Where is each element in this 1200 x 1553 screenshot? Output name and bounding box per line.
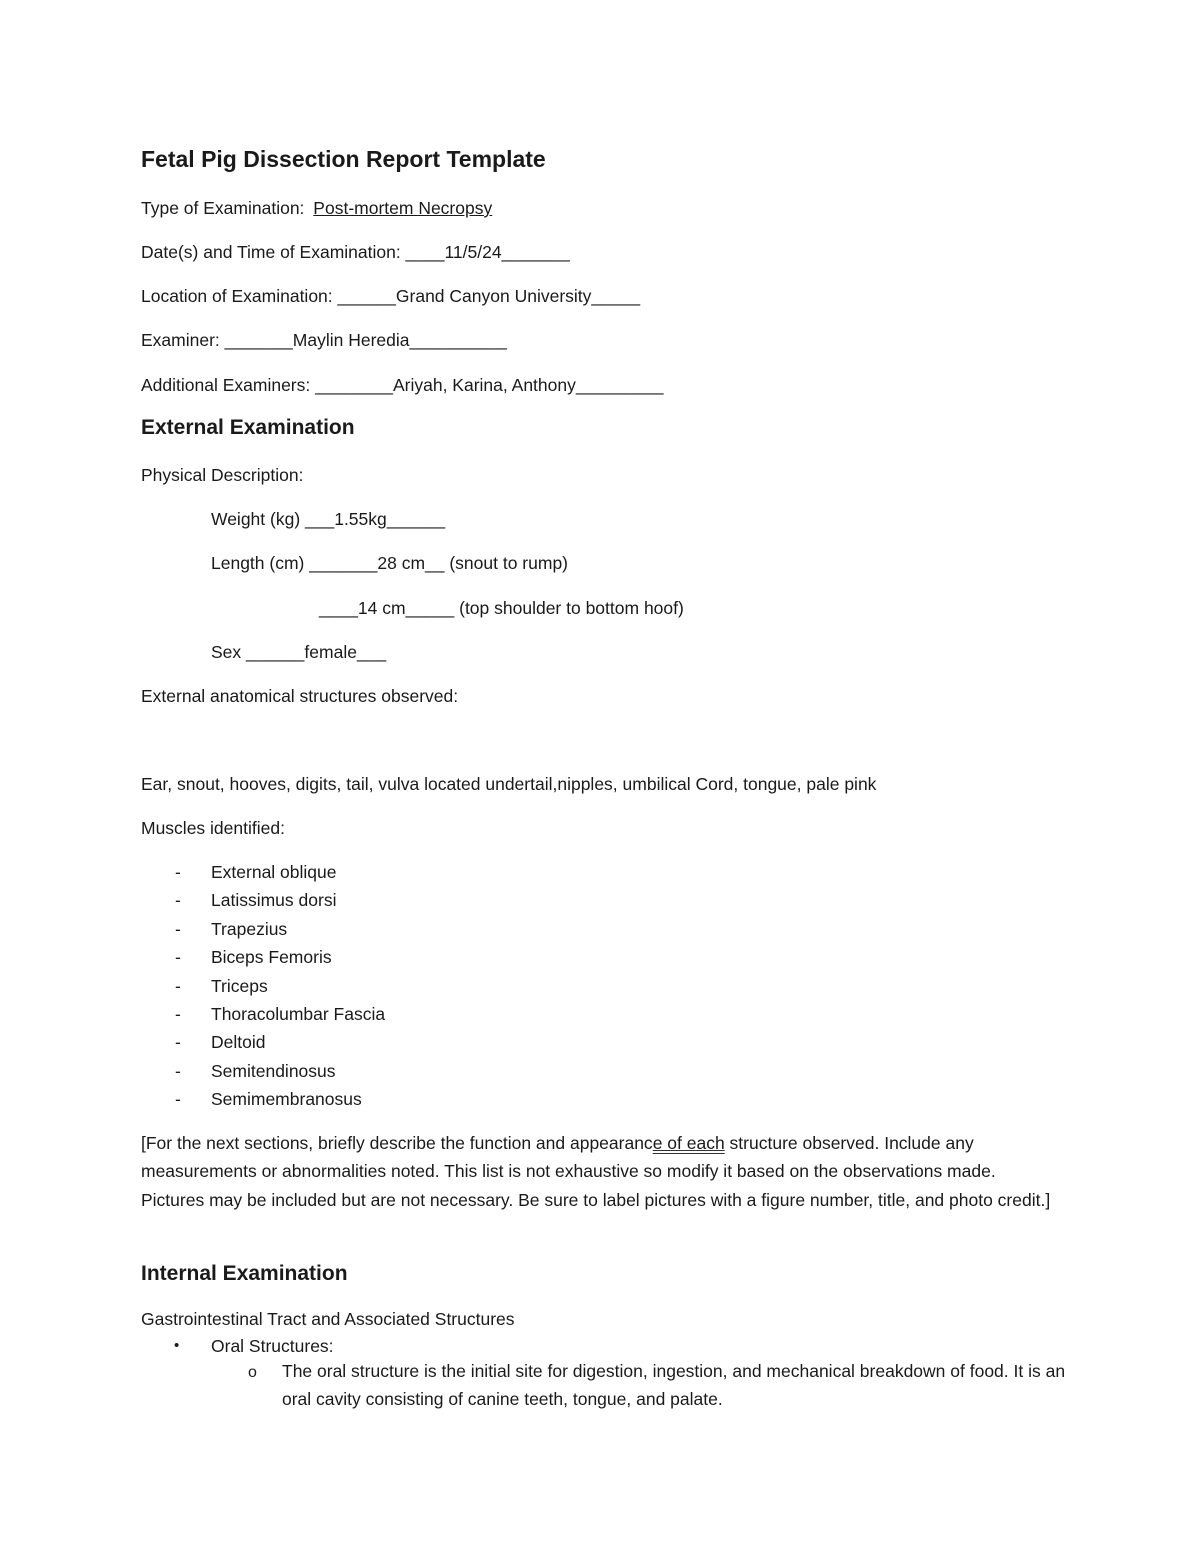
page-title: Fetal Pig Dissection Report Template [141, 146, 546, 172]
internal-examination-heading: Internal Examination [141, 1262, 348, 1285]
muscle-name: Triceps [211, 976, 268, 996]
external-examination-heading: External Examination [141, 416, 355, 439]
dash-marker: - [175, 1089, 181, 1109]
muscle-name: Semimembranosus [211, 1089, 362, 1109]
muscles-label: Muscles identified: [141, 818, 285, 838]
sub-bullet-marker: o [248, 1364, 257, 1381]
length2-line: ____14 cm_____ (top shoulder to bottom hoof) [319, 598, 684, 618]
dash-marker: - [175, 862, 181, 882]
type-of-examination [141, 197, 492, 219]
examiner-line: Examiner: _______Maylin Heredia__________ [141, 330, 507, 350]
type-value: Post-mortem Necropsy [313, 198, 493, 218]
date-line: Date(s) and Time of Examination: ____11/5/24_______ [141, 242, 570, 262]
muscle-name: Latissimus dorsi [211, 890, 337, 910]
dash-marker: - [175, 976, 181, 996]
dash-marker: - [175, 1061, 181, 1081]
muscle-name: Deltoid [211, 1032, 266, 1052]
muscle-name: Trapezius [211, 919, 288, 939]
dash-marker: - [175, 919, 181, 939]
dash-marker: - [175, 890, 181, 910]
instructions-paragraph [141, 1129, 1061, 1214]
type-label: Type of Examination: [141, 198, 305, 218]
bullet-marker: • [174, 1337, 180, 1354]
external-structures-text: Ear, snout, hooves, digits, tail, vulva located undertail,nipples, umbilical Cord, tongue, pale pink [141, 774, 877, 794]
external-structures-label: External anatomical structures observed: [141, 686, 459, 706]
weight-line: Weight (kg) ___1.55kg______ [211, 509, 446, 529]
muscle-name: External oblique [211, 862, 337, 882]
instructions-after: structure observed. Include any measurements or abnormalities noted. This list is not exhaustive so modify it based on the observations made. Pictures may be included but are not necessary. Be sure to label pictures with a figure number, title, and photo credit.] [141, 1133, 1051, 1210]
dash-marker: - [175, 1032, 181, 1052]
muscle-name: Biceps Femoris [211, 947, 332, 967]
sex-line: Sex ______female___ [211, 642, 387, 662]
dash-marker: - [175, 1004, 181, 1024]
physical-description-label: Physical Description: [141, 465, 304, 485]
muscle-name: Semitendinosus [211, 1061, 336, 1081]
muscle-name: Thoracolumbar Fascia [211, 1004, 386, 1024]
dash-marker: - [175, 947, 181, 967]
grammar-flagged-text: e of each [652, 1133, 725, 1153]
instructions-before: [For the next sections, briefly describe the function and appearanc [141, 1133, 653, 1153]
length-line: Length (cm) _______28 cm__ (snout to rump) [211, 553, 568, 573]
gi-tract-label: Gastrointestinal Tract and Associated Structures [141, 1309, 515, 1329]
location-line: Location of Examination: ______Grand Canyon University_____ [141, 286, 641, 306]
additional-examiners-line: Additional Examiners: ________Ariyah, Karina, Anthony_________ [141, 375, 664, 395]
oral-structures-label: Oral Structures: [211, 1336, 334, 1356]
oral-structures-text: The oral structure is the initial site for digestion, ingestion, and mechanical breakdown of food. It is an oral cavity consisting of canine teeth, tongue, and palate. [282, 1361, 1066, 1409]
